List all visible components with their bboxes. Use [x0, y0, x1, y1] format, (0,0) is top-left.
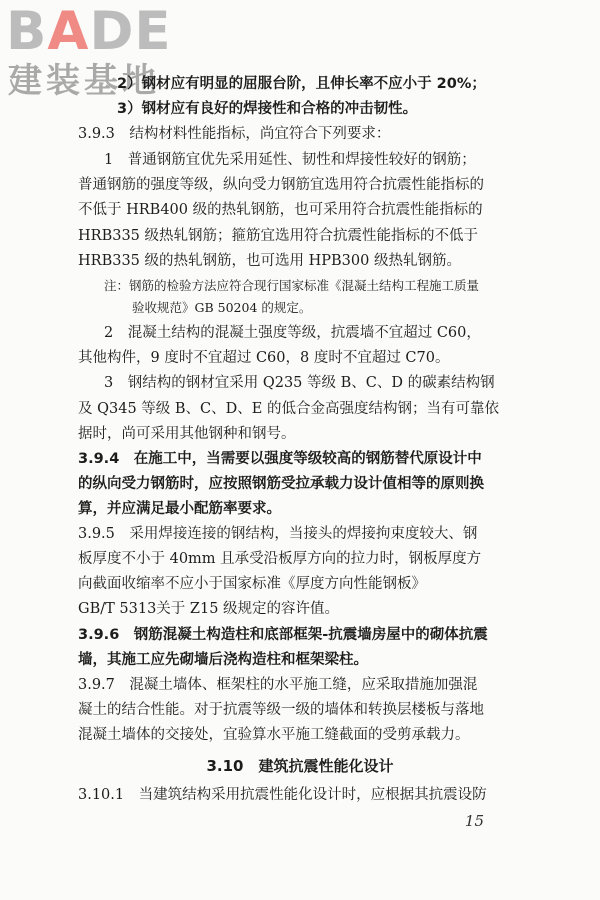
text-line: 墙，其施工应先砌墙后浇构造柱和框架梁柱。	[78, 651, 368, 668]
text-line: HRB335 级的热轧钢筋，也可选用 HPB300 级热轧钢筋。	[78, 252, 461, 269]
text-line: 不低于 HRB400 级的热轧钢筋，也可采用符合抗震性能指标的	[78, 202, 483, 219]
text-line: 3 钢结构的钢材宜采用 Q235 等级 B、C、D 的碳素结构钢	[104, 375, 495, 392]
note-line: 验收规范》GB 50204 的规定。	[132, 300, 312, 316]
text-line: 向截面收缩率不应小于国家标准《厚度方向性能钢板》	[78, 576, 426, 593]
text-line: 凝土的结合性能。对于抗震等级一级的墙体和转换层楼板与落地	[78, 701, 484, 718]
text-line: 2）钢材应有明显的屈服台阶，且伸长率不应小于 20%；	[117, 76, 486, 92]
text-line: 其他构件，9 度时不宜超过 C60，8 度时不宜超过 C70。	[78, 350, 450, 367]
text-line: 2 混凝土结构的混凝土强度等级，抗震墙不宜超过 C60，	[104, 325, 481, 342]
text-line: 的纵向受力钢筋时，应按照钢筋受拉承载力设计值相等的原则换	[78, 475, 484, 492]
text-line: 1 普通钢筋宜优先采用延性、韧性和焊接性较好的钢筋；	[104, 152, 476, 169]
note-line: 注：钢筋的检验方法应符合现行国家标准《混凝土结构工程施工质量	[104, 277, 480, 293]
logo-subtitle: 建装基地	[8, 61, 160, 101]
clause-3-9-5: 3.9.5 采用焊接连接的钢结构，当接头的焊接拘束度较大、钢	[78, 526, 478, 543]
clause-3-9-6: 3.9.6 钢筋混凝土构造柱和底部框架-抗震墙房屋中的砌体抗震	[78, 626, 488, 643]
text-line: 据时，尚可采用其他钢种和钢号。	[78, 425, 296, 442]
text-line: 及 Q345 等级 B、C、D、E 的低合金高强度结构钢；当有可靠依	[78, 400, 499, 417]
logo-wordmark: BADE	[6, 1, 172, 62]
clause-3-10-1: 3.10.1 当建筑结构采用抗震性能化设计时，应根据其抗震设防	[78, 786, 487, 803]
text-line: HRB335 级热轧钢筋；箍筋宜选用符合抗震性能指标的不低于	[78, 227, 479, 244]
text-line: 3）钢材应有良好的焊接性和合格的冲击韧性。	[117, 101, 418, 118]
text-line: 板厚度不小于 40mm 且承受沿板厚方向的拉力时，钢板厚度方	[78, 551, 482, 568]
text-line: 混凝土墙体的交接处，宜验算水平施工缝截面的受剪承载力。	[78, 727, 470, 743]
clause-3-9-3: 3.9.3 结构材料性能指标，尚宜符合下列要求：	[78, 126, 391, 143]
text-line: GB/T 5313关于 Z15 级规定的容许值。	[78, 601, 340, 618]
text-line: 普通钢筋的强度等级，纵向受力钢筋宜选用符合抗震性能指标的	[78, 177, 484, 194]
text-line: 算，并应满足最小配筋率要求。	[78, 501, 281, 517]
clause-3-9-4: 3.9.4 在施工中，当需要以强度等级较高的钢筋替代原设计中	[78, 450, 482, 467]
page-number: 15	[464, 812, 484, 831]
clause-3-9-7: 3.9.7 混凝土墙体、框架柱的水平施工缝，应采取措施加强混	[78, 676, 478, 693]
section-heading: 3.10 建筑抗震性能化设计	[206, 756, 394, 775]
